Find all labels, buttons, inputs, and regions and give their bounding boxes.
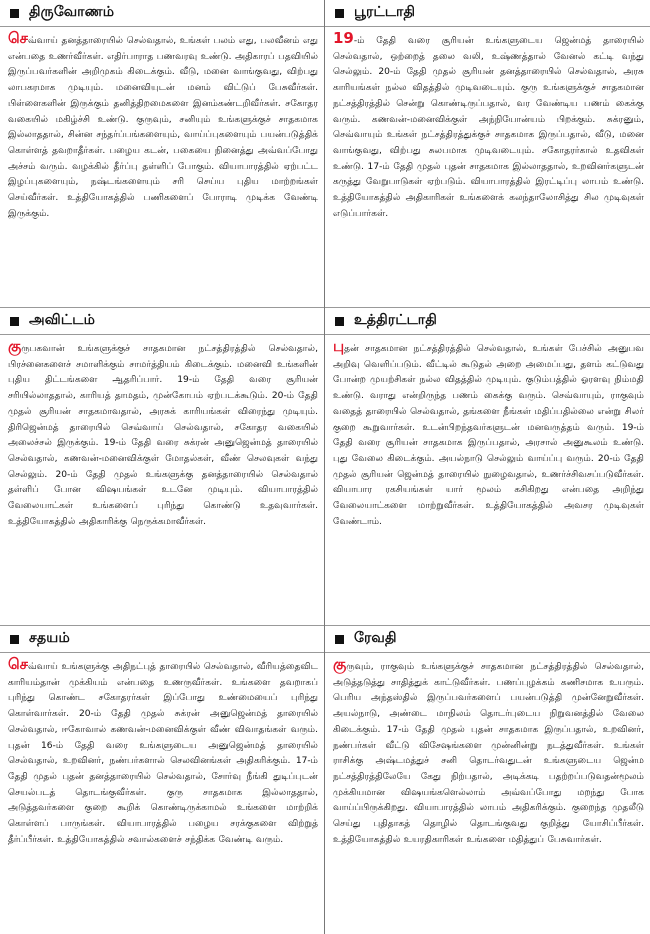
section-title: உத்திரட்டாதி [354,312,437,328]
section-header [0,625,324,653]
section-text: -ம் தேதி வரை சூரியன் உங்களுடைய ஜென்மத் தாரையில் செல்வதால், ஒற்றைத் தலை வலி, உஷ்ணத்தால் வேனல் கட்டி வந்து செல்லும். 20-ம் தேதி முதல் சூரியன் தனத்தாரையில் செல்வதால், அரசு காரியங்கள் நல்ல விதத்தில் முடிவடையும். குரு உங்களுக்குச் சாதகமான நட்சத்திரத்தில் சென்று கொண்டிருப்பதால், வர வேண்டிய பணம் கைக்கு வரும். கணவன்-மனைவிக்குள் அந்நியோன்யம் பிறக்கும். சுக்ரனும், செவ்வாயும் உங்கள் நட்சத்திரத்துக்குச் சாதகமாக இருப்பதால், வீடு, மனை வாங்குவது, விற்பது சுலபமாக முடிவடையும். சகோதரர்கால் உதவிகள் உண்டு. 17-ம் தேதி முதல் புதன் சாதகமாக இல்லாததால், உறவினர்களுடன் கருத்து வேறுபாடுகள் ஏற்படும். வியாபாரத்தில் இரட்டிப்பு லாபம் உண்டு. உத்தியோகத்தில் அதிகாரிகள் உங்களைக் கலந்தாலோசித்து சில முடிவுகள் எடுப்பார்கள். [333,36,644,219]
section-header [325,625,650,653]
square-bullet-icon [335,317,344,326]
section-title: சதயம் [29,630,70,646]
section-body [333,655,644,848]
section-sathayam [0,625,324,934]
square-bullet-icon [10,635,19,644]
drop-cap: செ [8,655,28,673]
drop-cap: கு [333,655,347,673]
section-body [333,29,644,222]
drop-cap: கு [8,337,22,355]
section-body [333,337,644,530]
square-bullet-icon [335,635,344,644]
section-body [8,337,318,530]
section-title: அவிட்டம் [29,312,96,328]
section-title: பூரட்டாதி [354,4,416,20]
square-bullet-icon [10,9,19,18]
section-revathi [325,625,650,934]
section-pooratathi [325,0,650,307]
drop-cap: 19 [333,29,354,47]
section-text: ருவும், ராகுவும் உங்களுக்குச் சாதகமான நட்சத்திரத்தில் செல்வதால், அடுத்தடுத்து சாதித்துக் காட்டுவீர்கள். பணப்புழக்கம் கணிசமாக உயரும். பெரிய அந்தஸ்தில் இருப்பவர்களைப் பயன்படுத்தி முன்னேறுவீர்கள். அயல்நாடு, அண்டை மாநிலம் தொடர்புடைய நிறுவனத்தில் வேலை கிடைக்கும். 17-ம் தேதி முதல் புதன் சாதகமாக இருப்பதால், உறவினர், நண்பர்கள் வீட்டு விசேஷங்களை முன்னின்று நடத்துவீர்கள். உங்கள் ராசிக்கு அஷ்டமத்துச் சனி தொடர்வதுடன் உங்களுடைய ஜென்ம நட்சத்திரத்திலேயே கேது நிற்பதால், அடிக்கடி பதற்றப்படுவதன்மூலம் முக்கியமான விஷயங்களெல்லாம் அவ்வப்போது மறந்து போக வாய்ப்பிருக்கிறது. வியாபாரத்தில் லாபம் அதிகரிக்கும். குறைந்த முதலீடு செய்து புதிதாகத் தொழில் தொடங்குவது குறித்து யோசிப்பீர்கள். உத்தியோகத்தில் உயரதிகாரிகள் உங்களை மதித்துப் பேசுவார்கள். [333,662,644,845]
section-avittam [0,307,324,625]
square-bullet-icon [10,317,19,326]
section-uthirattathi [325,307,650,625]
drop-cap: பு [333,337,345,355]
section-title: ரேவதி [354,630,397,646]
square-bullet-icon [335,9,344,18]
section-text: ருபகவான் உங்களுக்குச் சாதகமான நட்சத்திரத்தில் செல்வதால், பிரச்னைகளைச் சமாளிக்கும் சாமர்த்தியம் கிடைக்கும். மனைவி உங்களின் புதிய திட்டங்களை ஆதரிப்பார். 19-ம் தேதி வரை சூரியன் சரியில்லாததால், காரியத் தாமதம், முன்கோபம் ஏற்படக்கூடும். 20-ம் தேதி முதல் சூரியன் சாதகமாவதால், அரசுக் காரியங்கள் விரைந்து முடியும். திரிஜென்மத் தாரையில் செவ்வாய் செல்வதால், சகோதர வகையில் அலைச்சல் இருக்கும். 19-ம் தேதி வரை சுக்ரன் அனுஜென்மத் தாரையில் செல்வதால், கணவன்-மனைவிக்குள் மோதல்கள், வீண் செலவுகள் வந்து செல்லும். 20-ம் தேதி முதல் உங்களுக்கு தனத்தாரையில் செல்வதால் தள்ளிப் போன விஷயங்கள் உடனே முடியும். வியாபாரத்தில் வேலையாட்கள் உங்களைப் புரிந்து கொண்டு உதவுவார்கள். உத்தியோகத்தில் அதிகாரிக்கு நெருக்கமாவீர்கள். [8,344,318,527]
section-body [8,655,318,848]
section-title: திருவோணம் [29,4,115,20]
section-header [325,0,650,27]
section-header [325,307,650,335]
section-body [8,29,318,222]
section-text: வ்வாய் உங்களுக்கு அதிநட்புத் தாரையில் செல்வதால், வீரியத்தைவிட காரியம்தான் முக்கியம் என்பதை உணருவீர்கள். உங்களை தவறாகப் புரிந்து கொண்ட சகோதரர்கள் இப்போது உண்மையைப் புரிந்து கொள்வார்கள். 20-ம் தேதி முதல் சுக்ரன் அனுஜென்மத் தாரையில் செல்வதால், ஈகோவால் கணவன்-மனைவிக்குள் வீண் விவாதங்கள் வரும். புதன் 16-ம் தேதி வரை உங்களுடைய அனுஜென்மத் தாரையில் செல்வதால், உறவினர், நண்பர்களால் செலவினங்கள் அதிகரிக்கும். 17-ம் தேதி முதல் புதன் தனத்தாரையில் செல்வதால், சோர்வு நீங்கி துடிப்புடன் செயல்படத் தொடங்குவீர்கள். குரு சாதகமாக இல்லாததால், அடுத்தவர்களை குறை கூறிக் கொண்டிருக்காமல் உங்களை மாற்றிக் கொள்ளப் பாருங்கள். வியாபாரத்தில் பழைய சரக்குகளை விற்றுத் தீர்ப்பீர்கள். உத்தியோகத்தில் சவால்களைச் சந்திக்க வேண்டி வரும். [8,662,318,845]
section-thiruvonam [0,0,324,307]
section-header [0,0,324,27]
section-text: வ்வாய் தனத்தாரையில் செல்வதால், உங்கள் பலம் எது, பலவீனம் எது என்பதை உணர்வீர்கள். எதிர்பாராத பணவரவு உண்டு. அதிகாரப் பதவியில் இருப்பவர்களின் அறிமுகம் கிடைக்கும். வீடு, மனை வாங்குவது, விற்பது லாபகரமாக முடியும். மனைவியுடன் மனம் விட்டுப் பேசுவீர்கள். பிள்ளைகளின் இருக்கும் தனித்திறமைகளை இனம்கண்டறிவீர்கள். சகோதர வகையில் மகிழ்ச்சி உண்டு. குருவும், சனியும் உங்களுக்குச் சாதகமாக இல்லாததால், சின்ன சந்தர்ப்பங்களையும், வாய்ப்புகளையும் பயன்படுத்திக் கொள்ளத் தவறாதீர்கள். பழைய கடன், பகையை நினைத்து அவ்வப்போது அச்சம் வரும். வழக்கில் தீர்ப்பு தள்ளிப் போகும். வியாபாரத்தில் ஏற்பட்ட இழப்புகளையும், நஷ்டங்களையும் சரி செய்ய புதிய மாற்றங்கள் செய்வீர்கள். உத்தியோகத்தில் பணிகளைப் போராடி முடிக்க வேண்டி இருக்கும். [8,36,318,219]
section-header [0,307,324,335]
section-text: தன் சாதகமான நட்சத்திரத்தில் செல்வதால், உங்கள் பேச்சில் அனுபவ அறிவு வெளிப்படும். வீட்டில் கூடுதல் அறை அமைப்பது, தளம் கட்டுவது போன்ற முயற்சிகள் நல்ல விதத்தில் முடியும். குடும்பத்தில் ஓரளவு நிம்மதி உண்டு. வராது என்றிருந்த பணம் கைக்கு வரும். செவ்வாயும், ராகுவும் வதைத் தாரையில் செல்வதால், தங்களை நீங்கள் மதிப்பதில்லை என்று சிலர் குறை கூறுவார்கள். உடன்பிறந்தவர்களுடன் மனவருத்தம் வரும். 19-ம் தேதி வரை சூரியன் சாதகமாக இருப்பதால், அரசால் அனுகூலம் உண்டு. புது வேலை கிடைக்கும். அயல்நாடு செல்லும் வாய்ப்பு வரும். 20-ம் தேதி முதல் சூரியன் ஜென்மத் தாரையில் நுழைவதால், உணர்ச்சிவசப்படுவீர்கள். வியாபார ரகசியங்கள் யார் மூலம் கசிகிறது என்பதை அறிந்து வேலையாட்களை மாற்றுவீர்கள். உத்தியோகத்தில் அவசர முடிவுகள் வேண்டாம். [333,344,644,527]
drop-cap: செ [8,29,28,47]
